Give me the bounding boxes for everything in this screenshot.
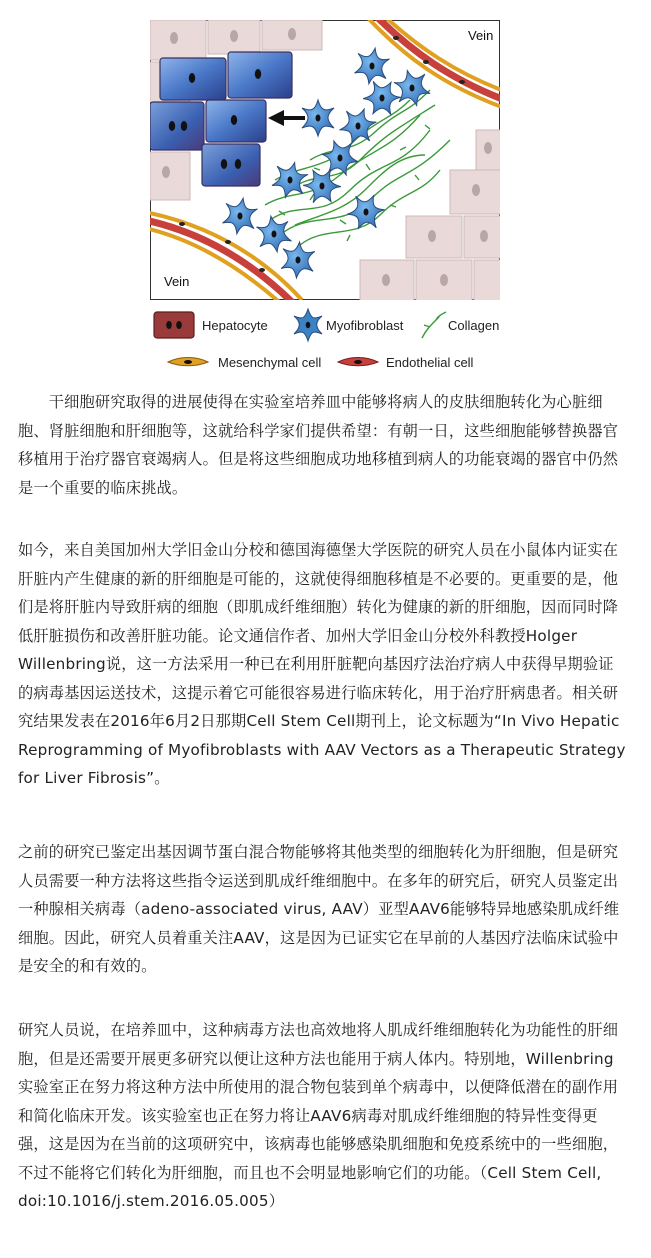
- legend-label-endothelial: Endothelial cell: [386, 355, 474, 370]
- paragraph-line: 如今，来自美国加州大学旧金山分校和德国海德堡大学医院的研究人员在小鼠体内证实在: [18, 541, 619, 559]
- paragraph-line: 实验室正在努力将这种方法中所使用的混合物包装到单个病毒中，以便降低潜在的副作用: [18, 1078, 619, 1096]
- paragraph-line: 一种腺相关病毒（adeno-associated virus, AAV）亚型AAV6能够特异地感染肌成纤维: [18, 900, 620, 918]
- vein-label-top: Vein: [468, 28, 494, 43]
- legend-collagen: [422, 312, 499, 338]
- paragraph-line: 强，这是因为在当前的这项研究中，该病毒也能够感染肌细胞和免疫系统中的一些细胞，: [18, 1135, 619, 1153]
- paragraph-future-work: [18, 1016, 636, 1216]
- legend-endothelial: [338, 355, 474, 370]
- paragraph-line: doi:10.1016/j.stem.2016.05.005）: [18, 1192, 285, 1210]
- legend-mesenchymal: [168, 355, 321, 370]
- legend-myofibroblast: [294, 309, 404, 341]
- vein-label-bottom: Vein: [164, 274, 190, 289]
- legend-hepatocyte: [154, 312, 268, 338]
- legend-label-myofibroblast: Myofibroblast: [326, 318, 404, 333]
- paragraph-line: 干细胞研究取得的进展使得在实验室培养皿中能够将病人的皮肤细胞转化为心脏细: [18, 393, 603, 411]
- paragraph-line: 的病毒基因运送技术，这提示着它可能很容易进行临床转化，用于治疗肝病患者。相关研: [18, 683, 619, 702]
- paragraph-line: 是一个重要的临床挑战。: [18, 478, 188, 497]
- paragraph-line: 究结果发表在2016年6月2日那期Cell Stem Cell期刊上，论文标题为“In Vivo Hepatic: [18, 712, 620, 730]
- paragraph-line: 低肝脏损伤和改善肝脏功能。论文通信作者、加州大学旧金山分校外科教授Holger: [18, 626, 578, 645]
- legend-label-mesenchymal: Mesenchymal cell: [218, 355, 322, 370]
- paragraph-line: 人员需要一种方法将这些指令运送到肌成纤维细胞中。在多年的研究后，研究人员鉴定出: [18, 871, 619, 890]
- paragraph-line: 胞、肾脏细胞和肝细胞等，这就给科学家们提供希望：有朝一日，这些细胞能够替换器官: [18, 421, 619, 440]
- paragraph-line: Willenbring说，这一方法采用一种已在利用肝脏靶向基因疗法治疗病人中获得早期验证: [18, 655, 614, 673]
- paragraph-line: 胞，但是还需要开展更多研究以便让这种方法也能用于病人体内。特别地，Willenbring: [18, 1049, 614, 1068]
- legend-label-collagen: Collagen: [448, 318, 500, 333]
- paragraph-findings: [18, 536, 636, 793]
- paragraph-line: 研究人员说，在培养皿中，这种病毒方法也高效地将人肌成纤维细胞转化为功能性的肝细: [18, 1021, 619, 1039]
- paragraph-line: 移植用于治疗器官衰竭病人。但是将这些细胞成功地移植到病人的功能衰竭的器官中仍然: [18, 450, 619, 468]
- paragraph-line: 是安全的和有效的。: [18, 957, 157, 975]
- hepatocyte-icon: [154, 312, 194, 338]
- legend-label-hepatocyte: Hepatocyte: [202, 318, 268, 333]
- paragraph-line: 和简化临床开发。该实验室也正在努力将让AAV6病毒对肌成纤维细胞的特异性变得更: [18, 1106, 598, 1125]
- paragraph-background: [18, 838, 636, 981]
- figure-legend: [150, 306, 510, 376]
- paragraph-intro: [18, 388, 636, 502]
- paragraph-line: 之前的研究已鉴定出基因调节蛋白混合物能够将其他类型的细胞转化为肝细胞，但是研究: [18, 843, 619, 861]
- paragraph-line: 不过不能将它们转化为肝细胞，而且也不会明显地影响它们的功能。（Cell Stem Cell,: [18, 1163, 602, 1182]
- paragraph-line: 们是将肝脏内导致肝病的细胞（即肌成纤维细胞）转化为健康的新的肝细胞，因而同时降: [18, 598, 619, 616]
- paragraph-line: for Liver Fibrosis”。: [18, 769, 170, 787]
- paragraph-line: 肝脏内产生健康的新的肝细胞是可能的，这就使得细胞移植是不必要的。更重要的是，他: [18, 569, 619, 588]
- liver-fibrosis-illustration: [150, 20, 500, 300]
- paragraph-line: Reprogramming of Myofibroblasts with AAV Vectors as a Therapeutic Strategy: [18, 740, 626, 759]
- paragraph-line: 细胞。因此，研究人员着重关注AAV，这是因为已证实它在早前的人基因疗法临床试验中: [18, 928, 619, 947]
- collagen-icon: [422, 312, 446, 338]
